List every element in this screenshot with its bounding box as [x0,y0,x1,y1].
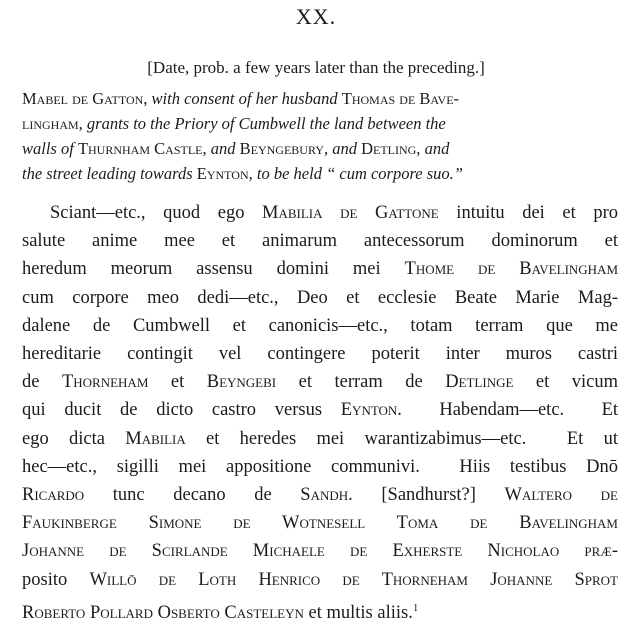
text-run: qui ducit de dicto castro versus [22,400,341,421]
text-line: salute anime mee et animarum antecessorum dominorum et [22,231,618,252]
text-line: cum corpore meo dedi—etc., Deo et ecclesie Beate Marie Mag- [22,287,618,308]
person-name: Waltero de [504,485,618,506]
place-name: Eynton. [340,400,402,421]
abstract-text: and [420,139,450,158]
charter-number-heading: XX. [295,4,337,29]
text-line [22,425,618,453]
text-run: ego dicta [22,428,126,449]
abstract-name: Eynton, [196,164,253,183]
place-name: Detlinge [445,372,514,393]
place-name: Thorneham [61,372,149,393]
date-note: [Date, prob. a few years later than the preceding.] [147,58,485,77]
text-run: heredum meorum assensu domini mei [22,259,405,280]
text-line [22,255,618,283]
abstract-text: with consent of her husband [147,89,342,108]
person-name: Thome de Bavelingham [404,259,619,280]
person-name: Ricardo [22,485,85,506]
text-run: intuitu dei et pro [438,203,618,223]
charter-abstract [22,86,618,186]
abstract-text: to be held “ cum corpore suo.” [252,164,463,183]
text-line [22,396,618,424]
text-line: dalene de Cumbwell et canonicis—etc., totam terram que me [22,315,618,336]
text-run: Sciant—etc., quod ego [50,203,263,223]
place-name: Beyngebi [206,372,277,393]
text-line [22,199,618,227]
abstract-name: Mabel de Gatton, [22,89,148,108]
text-line: hereditarie contingit vel contingere poterit inter muros castri [22,344,618,365]
abstract-line [22,161,618,186]
text-run: et terram de [276,372,446,393]
text-run: [Sandhurst?] [352,485,505,506]
text-line [22,594,618,627]
abstract-name: Thurnham Castle, [77,139,207,158]
person-name: Mabilia de Gattone [262,203,439,223]
abstract-name: Thomas de Bave- [341,89,460,108]
text-run: et heredes mei warantizabimus—etc. Et ut [185,428,618,449]
text-line [22,481,618,509]
witness-names: Willō de Loth Henrico de Thorneham Johanne Sprot [89,569,618,590]
abstract-text: and [206,139,240,158]
place-name: Sandh. [300,485,353,506]
text-run: Habendam—etc. Et [401,400,619,421]
abstract-name: Beyngebury, [239,139,329,158]
abstract-text: grants to the Priory of Cumbwell the land between the [82,114,446,133]
abstract-text: the street leading towards [22,164,197,183]
abstract-text: and [328,139,362,158]
text-line: hec—etc., sigilli mei appositione communivi. Hiis testibus Dnō [22,456,618,477]
charter-latin-text [22,199,618,627]
text-run: tunc decano de [84,485,301,506]
text-line [22,566,618,594]
text-run: et multis aliis. [303,603,413,623]
abstract-name: Detling, [361,139,421,158]
abstract-line [22,136,618,161]
abstract-line [22,86,618,111]
text-run: de [22,372,62,393]
text-run: et vicum [513,372,619,393]
witness-line: Johanne de Scirlande Michaele de Exherste Nicholao præ- [22,541,618,562]
abstract-text: walls of [22,139,78,158]
text-run: posito [22,569,90,590]
footnote-marker: 1 [412,601,419,614]
witness-line: Faukinberge Simone de Wotnesell Toma de Bavelingham [22,513,618,534]
witness-names: Roberto Pollard Osberto Casteleyn [22,603,304,623]
person-name: Mabilia [125,428,186,449]
text-line [22,368,618,396]
abstract-line [22,111,618,136]
abstract-name: lingham, [22,114,83,133]
text-run: et [148,372,207,393]
